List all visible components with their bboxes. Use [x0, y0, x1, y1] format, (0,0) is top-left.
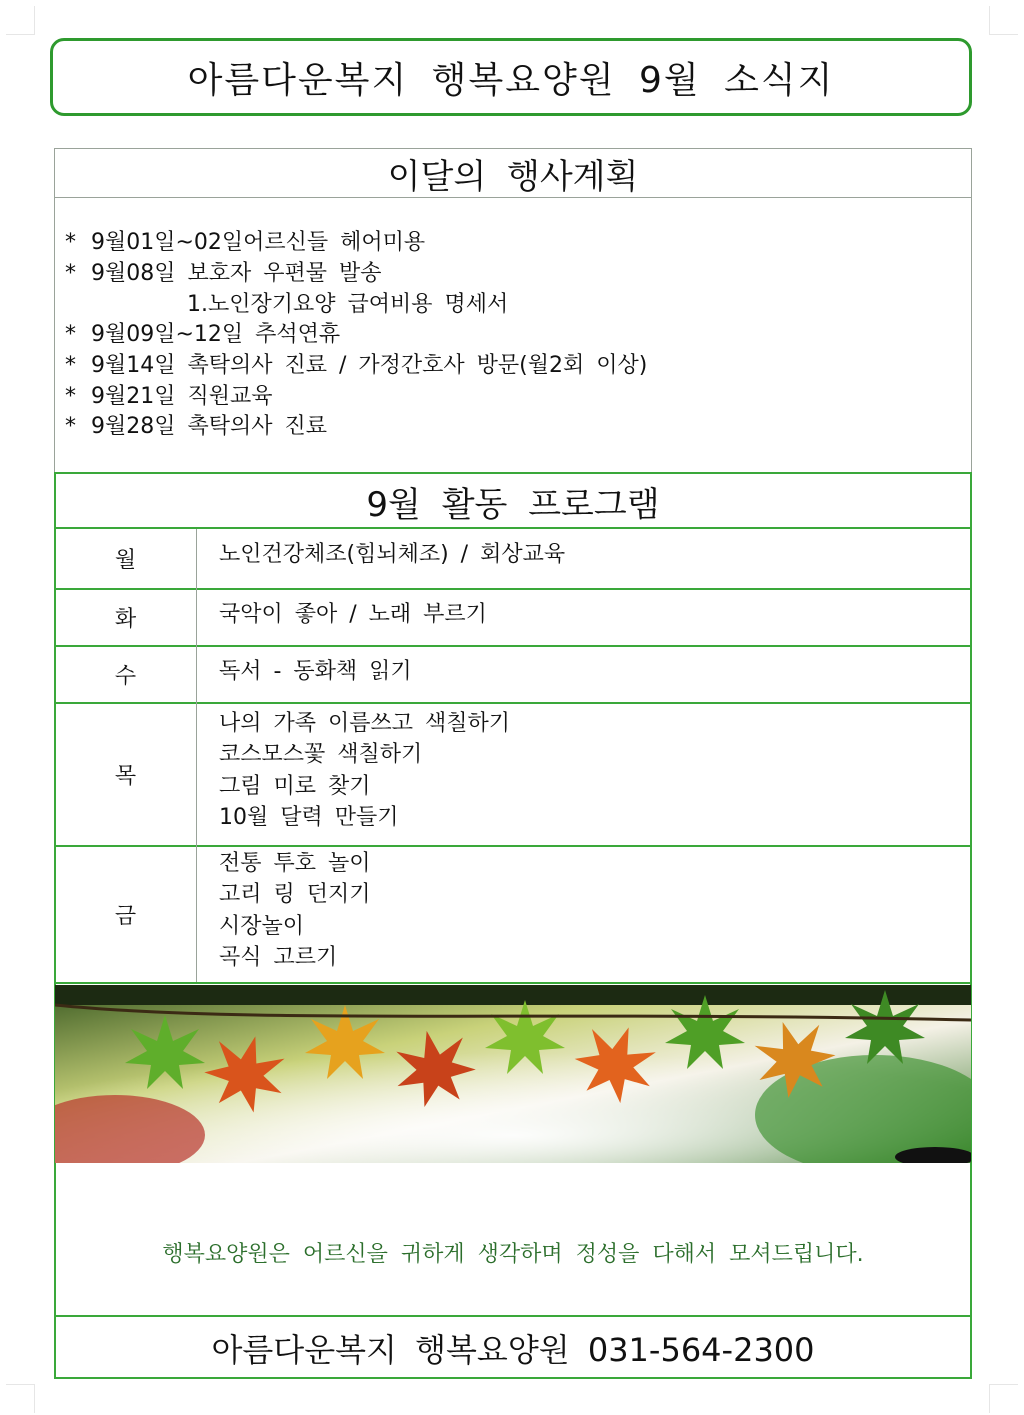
- program-activity: 코스모스꽃 색칠하기: [219, 742, 423, 767]
- program-activity: 10월 달력 만들기: [219, 805, 399, 830]
- program-activity: 국악이 좋아 / 노래 부르기: [219, 602, 487, 627]
- program-activity: 노인건강체조(힘뇌체조) / 회상교육: [219, 542, 566, 567]
- program-activity: 곡식 고르기: [219, 945, 338, 970]
- crop-mark-bottom-right: [989, 1384, 1018, 1413]
- event-item: * 9월08일 보호자 우편물 발송: [65, 261, 382, 286]
- program-activity: 그림 미로 찾기: [219, 774, 371, 799]
- autumn-maple-leaves-image: [55, 985, 971, 1163]
- program-day-tue: 화: [114, 607, 137, 632]
- event-item: * 9월09일~12일 추석연휴: [65, 322, 341, 347]
- crop-mark-bottom-left: [6, 1384, 35, 1413]
- program-day-thu: 목: [114, 764, 137, 789]
- event-item: * 9월14일 촉탁의사 진료 / 가정간호사 방문(월2회 이상): [65, 353, 648, 378]
- program-activity: 나의 가족 이름쓰고 색칠하기: [219, 711, 511, 736]
- program-heading: 9월 활동 프로그램: [366, 484, 660, 525]
- newsletter-title: 아름다운복지 행복요양원 9월 소식지: [50, 38, 972, 116]
- event-subitem: 1.노인장기요양 급여비용 명세서: [187, 292, 509, 317]
- footer-contact: 아름다운복지 행복요양원 031-564-2300: [211, 1330, 815, 1369]
- program-day-wed: 수: [114, 664, 137, 689]
- program-activity: 고리 링 던지기: [219, 882, 371, 907]
- event-item: * 9월01일~02일어르신들 헤어미용: [65, 230, 426, 255]
- program-activity: 시장놀이: [219, 914, 305, 939]
- events-heading: 이달의 행사계획: [55, 149, 971, 198]
- program-day-mon: 월: [114, 548, 137, 573]
- newsletter-body: [54, 148, 972, 1378]
- maple-leaves-illustration: [55, 985, 971, 1163]
- crop-mark-top-right: [989, 6, 1018, 35]
- rule: [54, 982, 972, 984]
- closing-message: 행복요양원은 어르신을 귀하게 생각하며 정성을 다해서 모셔드립니다.: [162, 1242, 864, 1267]
- day-column-divider: [196, 529, 197, 982]
- program-activity: 독서 - 동화책 읽기: [219, 659, 412, 684]
- events-list: [55, 198, 971, 472]
- rule: [54, 1315, 972, 1317]
- crop-mark-top-left: [6, 6, 35, 35]
- event-item: * 9월21일 직원교육: [65, 384, 273, 409]
- event-item: * 9월28일 촉탁의사 진료: [65, 414, 327, 439]
- program-day-fri: 금: [114, 904, 137, 929]
- program-activity: 전통 투호 놀이: [219, 851, 371, 876]
